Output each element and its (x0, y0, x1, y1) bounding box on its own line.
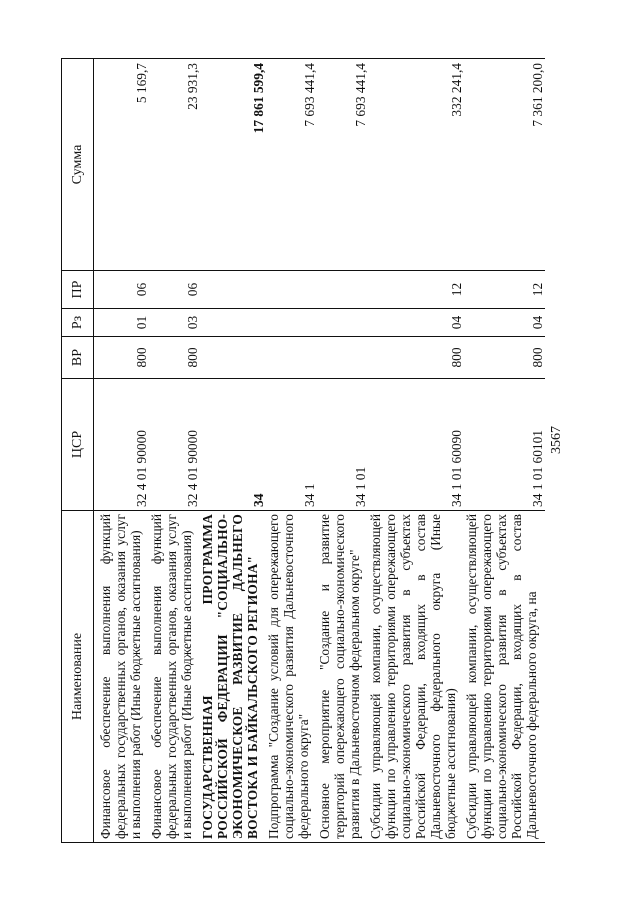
row-rz: 03 (149, 309, 200, 337)
row-pr: 12 (464, 271, 545, 309)
row-sum: 23 931,3 (149, 59, 200, 271)
row-name (464, 511, 545, 843)
row-csr: 34 1 01 60101 (464, 379, 545, 511)
row-pr (266, 271, 317, 309)
row-name-text: Основное мероприятие "Создание и развитие территорий опережающего социально-экономического развития в Дальневосточном федеральном округе" (317, 514, 362, 839)
row-vr: 800 (368, 337, 464, 379)
table-row (200, 59, 266, 843)
row-name-text: ГОСУДАРСТВЕННАЯ ПРОГРАММА РОССИЙСКОЙ ФЕДЕРАЦИИ "СОЦИАЛЬНО-ЭКОНОМИЧЕСКОЕ РАЗВИТИЕ ДАЛЬНЕГО ВОСТОКА И БАЙКАЛЬСКОГО РЕГИОНА" (200, 514, 260, 839)
row-name (94, 511, 150, 843)
header-sum: Сумма (62, 59, 94, 271)
header-rz: Рз (62, 309, 94, 337)
row-sum: 7 361 200,0 (464, 59, 545, 271)
row-pr: 12 (368, 271, 464, 309)
table-row (317, 59, 368, 843)
row-pr (200, 271, 266, 309)
row-vr (200, 337, 266, 379)
row-vr: 800 (149, 337, 200, 379)
table-row (94, 59, 150, 843)
row-csr: 34 1 (266, 379, 317, 511)
row-csr: 34 1 01 60090 (368, 379, 464, 511)
header-csr: ЦСР (62, 379, 94, 511)
row-rz (317, 309, 368, 337)
budget-table (61, 58, 545, 843)
row-sum: 5 169,7 (94, 59, 150, 271)
table-row (149, 59, 200, 843)
row-vr: 800 (94, 337, 150, 379)
header-pr: ПР (62, 271, 94, 309)
page-number: 3567 (549, 426, 564, 454)
header-name: Наименование (62, 511, 94, 843)
row-rz: 01 (94, 309, 150, 337)
row-vr: 800 (464, 337, 545, 379)
row-sum: 7 693 441,4 (266, 59, 317, 271)
row-name (149, 511, 200, 843)
rotated-page (61, 59, 601, 843)
row-sum: 17 861 599,4 (200, 59, 266, 271)
table-row (266, 59, 317, 843)
row-name (317, 511, 368, 843)
row-rz (266, 309, 317, 337)
row-csr: 32 4 01 90000 (94, 379, 150, 511)
row-name (266, 511, 317, 843)
row-rz (200, 309, 266, 337)
row-name-text: Субсидии управляющей компании, осуществляющей функции по управлению территориями опережающего социально-экономического развития в субъектах Российской Федерации, входящих в состав Дальневосточного федерального округа, на (464, 514, 539, 839)
row-vr (317, 337, 368, 379)
row-vr (266, 337, 317, 379)
row-pr (317, 271, 368, 309)
row-name-text: Финансовое обеспечение выполнения функций федеральных государственных органов, оказания услуг и выполнения работ (Иные бюджетные ассигнования) (149, 514, 194, 839)
row-rz: 04 (464, 309, 545, 337)
row-pr: 06 (149, 271, 200, 309)
row-name (200, 511, 266, 843)
row-name-text: Субсидии управляющей компании, осуществляющей функции по управлению территориями опережающего социально-экономического развития в субъектах Российской Федерации, входящих в состав Дальневосточного федерального округа (Иные бюджетные ассигнования) (368, 514, 458, 839)
row-csr: 34 (200, 379, 266, 511)
table-row (464, 59, 545, 843)
row-csr: 32 4 01 90000 (149, 379, 200, 511)
table-row (368, 59, 464, 843)
row-csr: 34 1 01 (317, 379, 368, 511)
row-rz: 04 (368, 309, 464, 337)
row-name-text: Финансовое обеспечение выполнения функций федеральных государственных органов, оказания услуг и выполнения работ (Иные бюджетные ассигнования) (98, 514, 143, 839)
table-header-row (62, 59, 94, 843)
header-vr: ВР (62, 337, 94, 379)
row-sum: 7 693 441,4 (317, 59, 368, 271)
row-sum: 332 241,4 (368, 59, 464, 271)
row-name (368, 511, 464, 843)
row-pr: 06 (94, 271, 150, 309)
row-name-text: Подпрограмма "Создание условий для опережающего социально-экономического развития Дальневосточного федерального округа" (266, 514, 311, 839)
